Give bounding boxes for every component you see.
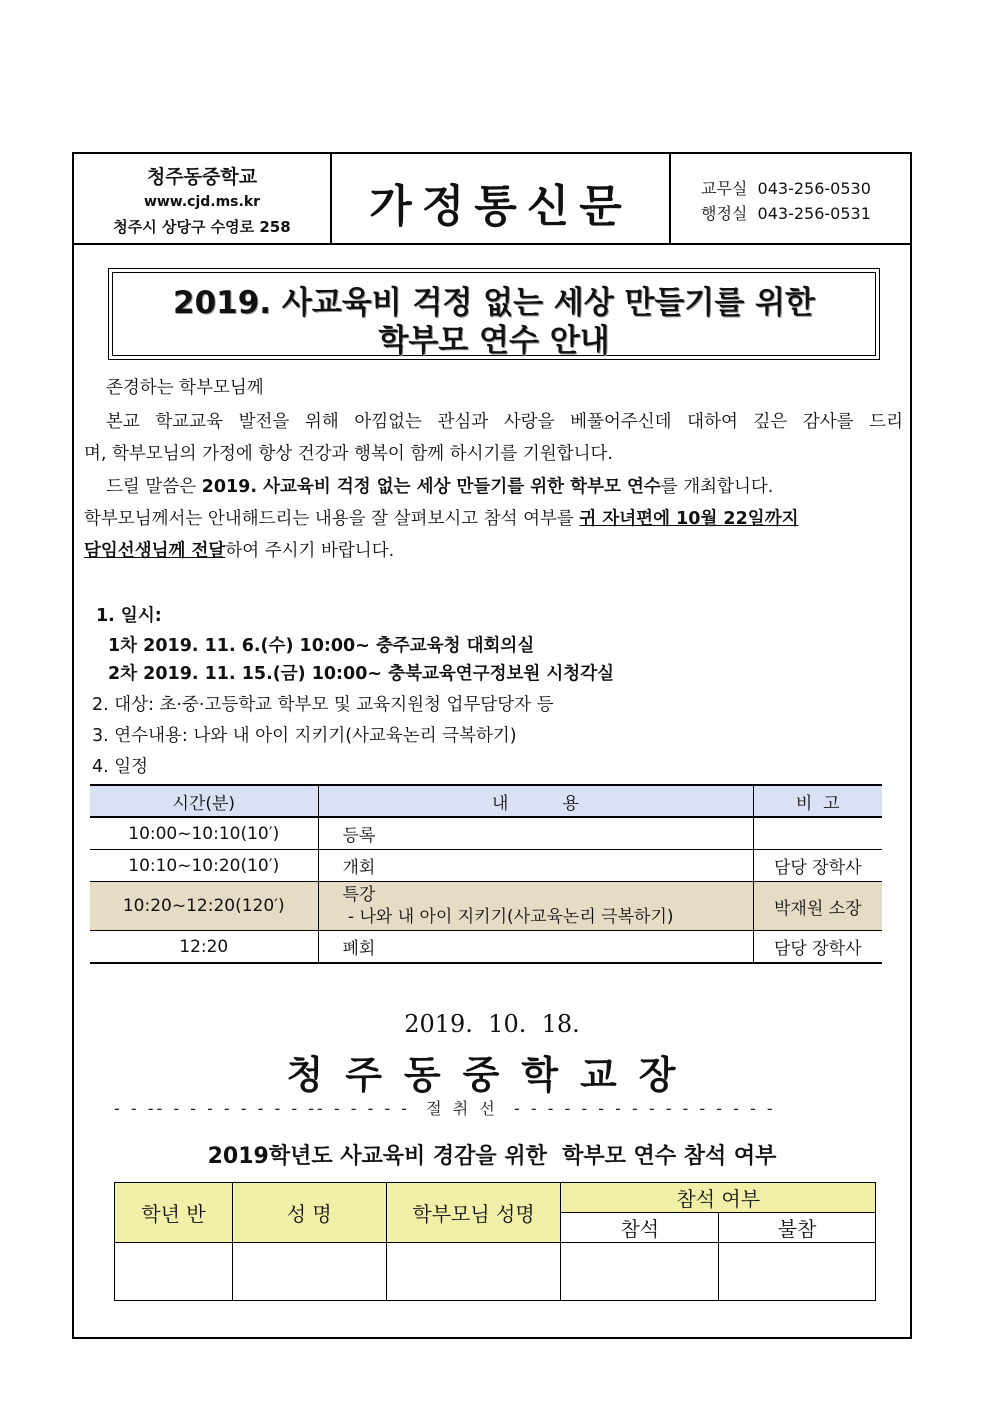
school-address: 청주시 상당구 수영로 258 xyxy=(113,218,291,236)
paragraph-1-line-2: 며, 학부모님의 가정에 항상 건강과 행복이 함께 하시기를 기원합니다. xyxy=(84,444,613,464)
header-student-name: 성 명 xyxy=(232,1183,386,1243)
paragraph-2 xyxy=(106,479,773,497)
contact-info xyxy=(671,154,910,243)
schedule-table xyxy=(90,784,882,964)
paragraph-1-line-1: 본교 학교교육 발전을 위해 아낌없는 관심과 사랑을 베풀어주신데 대하여 깊은 감사를 드리 xyxy=(106,412,903,432)
row-content: 폐회 xyxy=(318,931,753,964)
row-content: 개회 xyxy=(318,850,753,882)
row-time: 10:10~10:20(10′) xyxy=(90,850,318,882)
school-website[interactable]: www.cjd.ms.kr xyxy=(143,194,261,210)
text-span: 를 개최합니다. xyxy=(660,477,774,497)
document-frame xyxy=(72,152,912,1339)
phone-label: 교무실 xyxy=(701,179,748,198)
issue-date: 2019. 10. 18. xyxy=(404,1010,580,1038)
grade-class-input[interactable] xyxy=(115,1243,233,1301)
row-content: 등록 xyxy=(318,817,753,850)
phone-number: 043-256-0531 xyxy=(757,204,871,223)
row-content xyxy=(318,882,753,931)
row-time: 12:20 xyxy=(90,931,318,964)
paragraph-3-line-2 xyxy=(84,543,394,561)
row-note: 박재원 소장 xyxy=(753,882,882,931)
row-time: 10:20~12:20(120′) xyxy=(90,882,318,931)
table-header-row xyxy=(90,785,882,817)
table-row xyxy=(90,882,882,931)
header-absent: 불참 xyxy=(719,1213,876,1243)
table-row xyxy=(90,931,882,964)
attendance-title: 2019학년도 사교육비 경감을 위한 학부모 연수 참석 여부 xyxy=(207,1144,777,1169)
text-span: 학부모님께서는 안내해드리는 내용을 잘 살펴보시고 참석 여부를 xyxy=(84,509,580,529)
phone-label: 행정실 xyxy=(701,204,748,223)
text-span: 드릴 말씀은 xyxy=(106,477,202,497)
header-attendance: 참석 여부 xyxy=(561,1183,876,1213)
session-1: 1차 2019. 11. 6.(수) 10:00~ 충주교육청 대회의실 xyxy=(108,636,535,656)
header-attend: 참석 xyxy=(561,1213,719,1243)
row-note: 담당 장학사 xyxy=(753,850,882,882)
newsletter-title: 가정통신문 xyxy=(369,181,632,232)
row-note: 담당 장학사 xyxy=(753,931,882,964)
notice-title-line1: 2019. 사교육비 걱정 없는 세상 만들기를 위한 xyxy=(173,285,815,321)
session-2: 2차 2019. 11. 15.(금) 10:00~ 충북교육연구정보원 시청각실 xyxy=(108,664,615,684)
header-grade-class: 학년 반 xyxy=(115,1183,233,1243)
greeting: 존경하는 학부모님께 xyxy=(106,378,264,398)
paragraph-3-line-1 xyxy=(84,511,799,529)
row-note xyxy=(753,817,882,850)
newsletter-title-cell xyxy=(332,154,671,243)
header-time: 시간(분) xyxy=(90,785,318,817)
student-name-input[interactable] xyxy=(232,1243,386,1301)
deadline-text: 귀 자녀편에 10월 22일까지 xyxy=(579,509,799,529)
attendance-form xyxy=(114,1182,876,1301)
principal-signature: 청주동중학교장 xyxy=(286,1052,698,1097)
school-name: 청주동중학교 xyxy=(146,166,258,188)
phone-number: 043-256-0530 xyxy=(757,179,871,198)
header-parent-name: 학부모님 성명 xyxy=(386,1183,561,1243)
phone-admin xyxy=(701,201,871,224)
row-content-title: 특강 xyxy=(342,884,376,905)
notice-title-box xyxy=(108,268,880,360)
cut-line: - - -- - - - - - - - - -- - - - - - 절 취 선 - - - - - - - - - - - - - - - - xyxy=(114,1099,776,1118)
item-3: 3. 연수내용: 나와 내 아이 지키기(사교육논리 극복하기) xyxy=(92,726,517,746)
parent-name-input[interactable] xyxy=(386,1243,561,1301)
school-info xyxy=(74,154,332,243)
absent-checkbox[interactable] xyxy=(719,1243,876,1301)
table-row xyxy=(90,850,882,882)
attend-checkbox[interactable] xyxy=(561,1243,719,1301)
item-1-label: 1. 일시: xyxy=(96,606,162,626)
row-time: 10:00~10:10(10′) xyxy=(90,817,318,850)
row-content-sub: - 나와 내 아이 지키기(사교육논리 극복하기) xyxy=(342,907,674,927)
table-row xyxy=(90,817,882,850)
submit-to-text: 담임선생님께 전달 xyxy=(84,541,226,561)
header-content: 내 용 xyxy=(318,785,753,817)
notice-title-line2: 학부모 연수 안내 xyxy=(378,323,610,359)
text-span: 하여 주시기 바랍니다. xyxy=(225,541,395,561)
item-4: 4. 일정 xyxy=(92,757,149,777)
phone-academic xyxy=(701,176,871,199)
event-name: 2019. 사교육비 걱정 없는 세상 만들기를 위한 학부모 연수 xyxy=(201,477,661,497)
letterhead xyxy=(74,154,910,245)
item-2: 2. 대상: 초·중·고등학교 학부모 및 교육지원청 업무담당자 등 xyxy=(92,695,554,715)
header-note: 비 고 xyxy=(753,785,882,817)
